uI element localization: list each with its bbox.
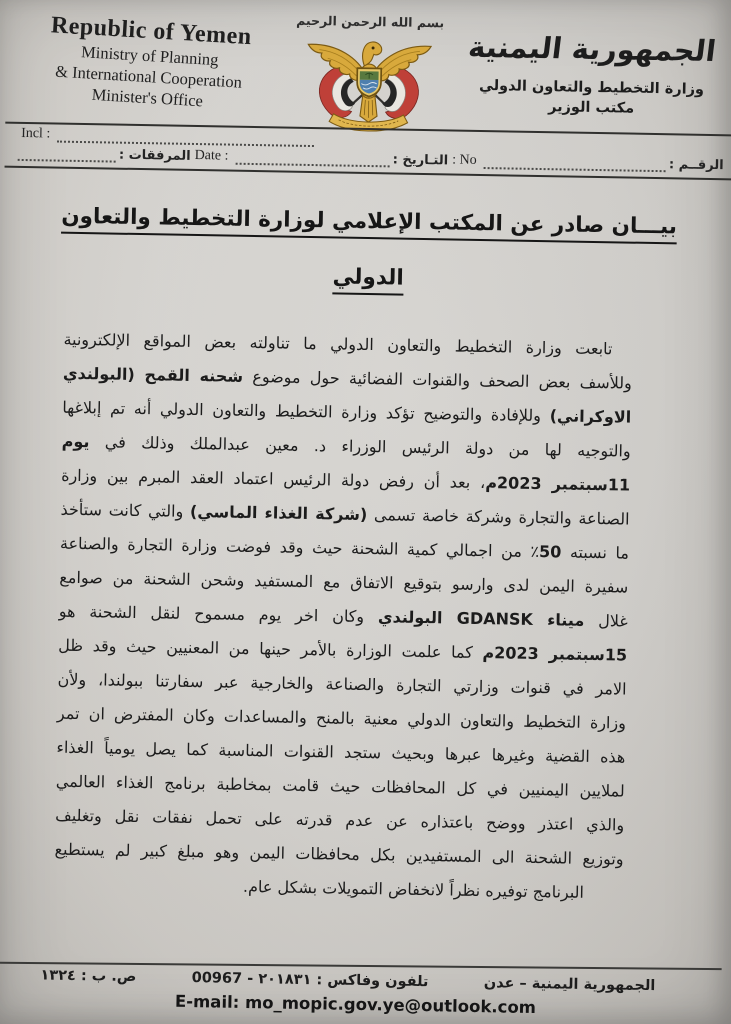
letterhead-arabic xyxy=(459,14,724,131)
body-line: غلال ميناء GDANSK البولندي وكان اخر يوم مسموح لنقل الشحنة هو xyxy=(58,601,628,631)
attachments-dotted-line xyxy=(18,148,116,163)
body-line: وتوزيع الشحنة الى المستفيدين بكل محافظات اليمن وهو مبلغ كبير لم يستطيع xyxy=(54,839,624,869)
statement-title xyxy=(2,188,731,313)
footer-phone-fax: تلفون وفاكس : ٢٠١٨٣١ - 00967 xyxy=(191,970,429,991)
body-line: هذه القضية وغيرها عبرها وبحيث ستجد القنوات المناسبة كما يصل يومياً الغذاء xyxy=(56,737,626,767)
body-line: 11سبتمبر 2023م، بعد أن رفض دولة الرئيس اعتماد العقد المبرم بين وزارة xyxy=(61,465,631,495)
incl-label: Incl : xyxy=(20,125,51,142)
date-label-ar: التـاريخ : xyxy=(392,152,449,169)
body-line: 15سبتمبر 2023م كما علمت الوزارة بالأمر حينها من المعنيين حيث وقد ظل xyxy=(58,635,628,665)
date-dotted-line xyxy=(235,152,389,168)
incl-dotted-line xyxy=(57,130,314,147)
number-label-ar: الرقــم : xyxy=(668,157,724,174)
statement-body xyxy=(0,322,731,913)
date-label-en: Date : xyxy=(194,147,229,164)
letterhead-emblem-block xyxy=(277,10,461,125)
country-name-en: Republic of Yemen xyxy=(50,12,253,51)
bismillah-calligraphy: بسم الله الرحمن الرحيم xyxy=(296,12,445,31)
reference-fields xyxy=(5,122,731,181)
letter-footer xyxy=(0,959,722,1021)
body-line: سفيرة اليمن لدى وارسو بتوقيع الاتفاق مع المستفيد وشحن الشحنة من صوامع xyxy=(59,567,629,597)
attachments-label-ar: المرفقات : xyxy=(118,147,191,164)
statement-title-line1: بيـــان صادر عن المكتب الإعلامي لوزارة التخطيط والتعاون xyxy=(61,203,678,240)
number-label-en: No : xyxy=(452,152,477,168)
country-name-ar-calligraphy: الجمهورية اليمنية xyxy=(466,29,718,69)
body-line: الصناعة والتجارة وشركة خاصة تسمى (شركة الغذاء الماسي) والتي كانت ستأخذ xyxy=(60,499,630,529)
body-line: والتوجيه لها من دولة الرئيس الوزراء د. معين عبدالملك وذلك في يوم xyxy=(61,431,631,461)
ministry-name-en-2: & International Cooperation xyxy=(54,61,243,92)
footer-email: E-mail: mo_mopic.gov.ye@outlook.com xyxy=(174,991,537,1018)
footer-pobox: ص. ب : ١٣٢٤ xyxy=(40,967,137,986)
ministry-name-ar: وزارة التخطيط والتعاون الدولي xyxy=(478,77,705,98)
body-line: وللأسف بعض الصحف والقنوات الفضائية حول موضوع شحنه القمح (البولندي xyxy=(62,363,633,393)
body-line: لملايين اليمنيين في كل المحافظات حيث قامت بمخاطبة برنامج الغذاء العالمي xyxy=(55,771,625,801)
incl-field xyxy=(17,126,317,147)
body-line: ما نسبته 50‏٪ من اجمالي كمية الشحنة حيث وقد فوضت وزارة التجارة والصناعة xyxy=(59,533,630,563)
office-name-ar: مكتب الوزير xyxy=(547,99,635,117)
body-line: والذي اعتذر ووضح باعتذاره عن عدم قدرته على تحمل نفقات نقل وتغليف xyxy=(55,805,625,835)
letterhead xyxy=(19,6,724,130)
body-line: وزارة التخطيط والتعاون الدولي معنية بالمنح والمساعدات وكان المفترض ان تمر xyxy=(56,703,627,733)
body-line: الاوكراني) وللإفادة والتوضيح تؤكد وزارة التخطيط والتعاون الدولي أنه تم إبلاغها xyxy=(62,397,632,427)
number-dotted-line xyxy=(483,156,666,172)
statement-title-line2: الدولي xyxy=(332,264,404,291)
number-date-attachments-row xyxy=(15,145,724,173)
body-line: البرنامج توفيره نظراً لانخفاض التمويلات بشكل عام. xyxy=(242,876,585,902)
letterhead-english xyxy=(17,1,281,128)
yemen-coat-of-arms-icon xyxy=(293,29,445,136)
body-line: تابعت وزارة التخطيط والتعاون الدولي ما تناولته بعض المواقع الإلكترونية xyxy=(63,329,613,359)
body-line: الامر في قنوات وزارتي التجارة والصناعة والخارجية عبر سفارتنا ببولندا، ولأن xyxy=(57,669,627,699)
footer-country: الجمهورية اليمنية – عدن xyxy=(483,975,656,995)
ministry-name-en-1: Ministry of Planning xyxy=(80,42,220,70)
office-name-en: Minister's Office xyxy=(91,84,204,111)
